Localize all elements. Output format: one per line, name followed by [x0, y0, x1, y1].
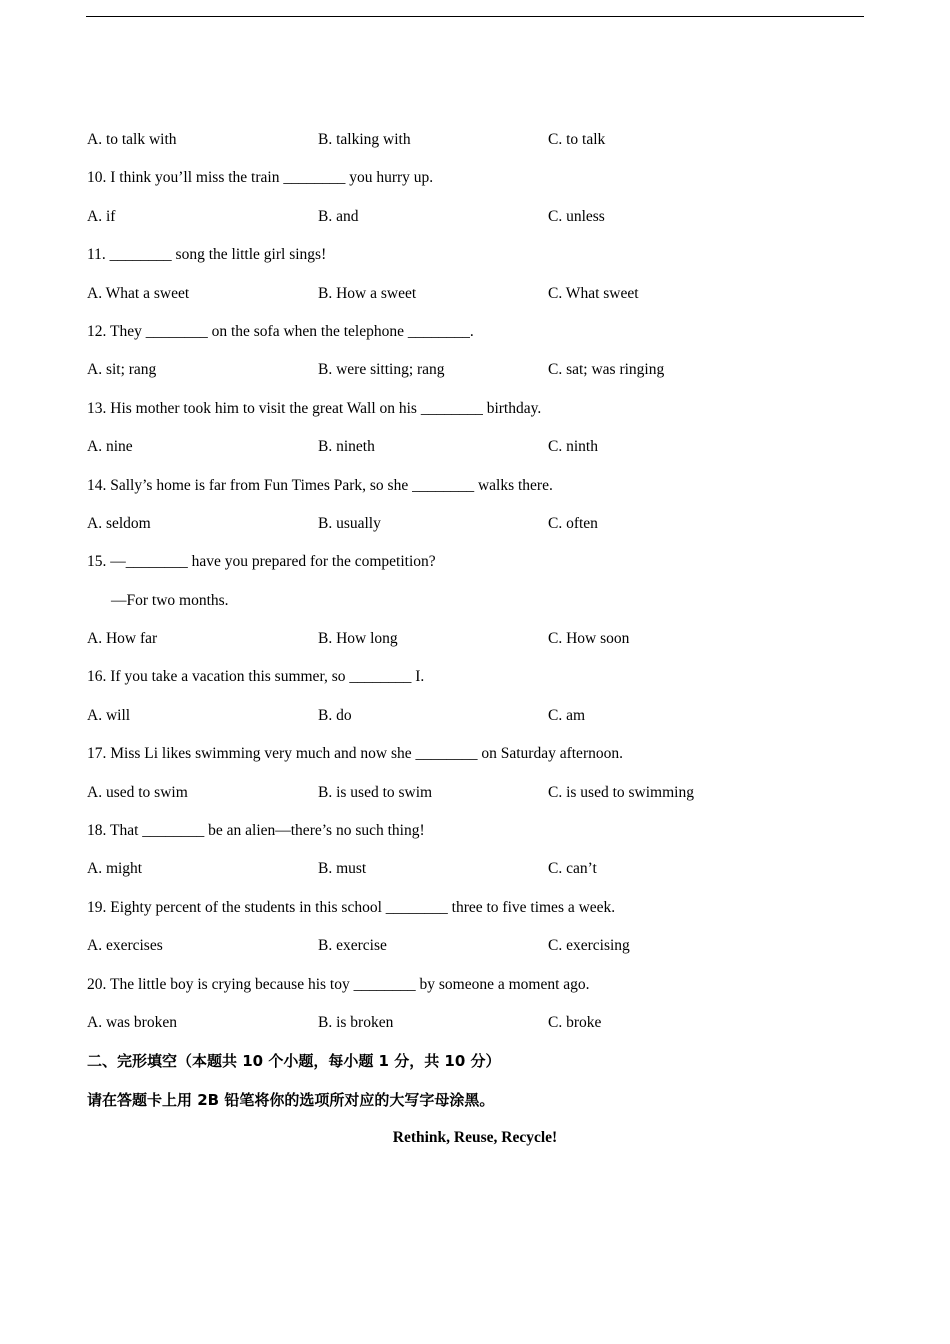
question-17-stem: 17. Miss Li likes swimming very much and now she ________ on Saturday afternoon. [87, 745, 623, 763]
option-c: C. What sweet [548, 284, 639, 302]
question-16-stem: 16. If you take a vacation this summer, so ________ I. [87, 668, 425, 686]
option-b: B. talking with [318, 131, 411, 148]
options-row-q15 [87, 628, 867, 666]
option-c: C. How soon [548, 630, 630, 648]
question-19-stem: 19. Eighty percent of the students in this school ________ three to five times a week. [87, 898, 616, 916]
options-row-q17 [87, 782, 867, 820]
option-b: B. were sitting; rang [318, 361, 445, 379]
option-a: A. What a sweet [87, 284, 190, 302]
option-c: C. can’t [548, 860, 597, 878]
option-c: C. exercising [548, 937, 630, 955]
option-a: A. was broken [87, 1013, 177, 1031]
option-a: A. sit; rang [87, 361, 157, 379]
option-c: C. unless [548, 207, 605, 225]
options-row-q20 [87, 1012, 867, 1050]
header-rule [86, 16, 864, 17]
options-row-q10 [87, 206, 867, 244]
options-row-q16 [87, 705, 867, 743]
options-row-q18 [87, 858, 867, 896]
option-a: A. exercises [87, 937, 163, 955]
option-b: B. must [318, 860, 367, 878]
option-c: C. am [548, 706, 586, 724]
option-b: B. How long [318, 630, 398, 648]
question-11-stem: 11. ________ song the little girl sings! [87, 246, 327, 264]
exam-content [87, 129, 867, 1166]
option-a: A. How far [87, 630, 158, 648]
option-b: B. do [318, 706, 352, 724]
option-c: C. to talk [548, 131, 606, 148]
option-c: C. is used to swimming [548, 783, 694, 801]
question-20-stem: 20. The little boy is crying because his toy ________ by someone a moment ago. [87, 975, 590, 993]
question-10-stem: 10. I think you’ll miss the train ________ you hurry up. [87, 169, 434, 187]
question-18-stem: 18. That ________ be an alien—there’s no such thing! [87, 822, 425, 840]
options-row-q13 [87, 436, 867, 474]
option-a: A. will [87, 706, 131, 724]
question-15-stem: 15. —________ have you prepared for the competition? [87, 553, 436, 571]
option-b: B. is used to swim [318, 783, 433, 801]
option-a: A. nine [87, 438, 133, 456]
question-15-reply: —For two months. [111, 591, 229, 609]
passage-title: Rethink, Reuse, Recycle! [392, 1129, 558, 1147]
option-c: C. ninth [548, 438, 598, 456]
option-c: C. broke [548, 1013, 602, 1031]
question-13-stem: 13. His mother took him to visit the great Wall on his ________ birthday. [87, 399, 542, 417]
section-heading: 二、完形填空（本题共 10 个小题，每小题 1 分，共 10 分） [87, 1052, 501, 1071]
option-a: A. seldom [87, 514, 151, 532]
option-b: B. is broken [318, 1013, 394, 1031]
options-row-q14 [87, 513, 867, 551]
question-14-stem: 14. Sally’s home is far from Fun Times Park, so she ________ walks there. [87, 476, 553, 494]
option-b: B. and [318, 207, 359, 225]
option-b: B. How a sweet [318, 284, 417, 302]
option-c: C. sat; was ringing [548, 361, 665, 379]
option-a: A. if [87, 207, 116, 225]
options-row-q12 [87, 359, 867, 397]
question-12-stem: 12. They ________ on the sofa when the telephone ________. [87, 322, 474, 340]
option-b: B. nineth [318, 438, 375, 456]
option-c: C. often [548, 514, 598, 532]
option-a: A. might [87, 860, 143, 878]
option-b: B. usually [318, 514, 381, 532]
options-row-q11 [87, 283, 867, 321]
option-a: A. to talk with [87, 131, 177, 148]
options-row-q9 [87, 129, 867, 167]
section-instruction: 请在答题卡上用 2B 铅笔将你的选项所对应的大写字母涂黑。 [87, 1090, 495, 1109]
options-row-q19 [87, 935, 867, 973]
option-b: B. exercise [318, 937, 387, 955]
option-a: A. used to swim [87, 783, 188, 801]
